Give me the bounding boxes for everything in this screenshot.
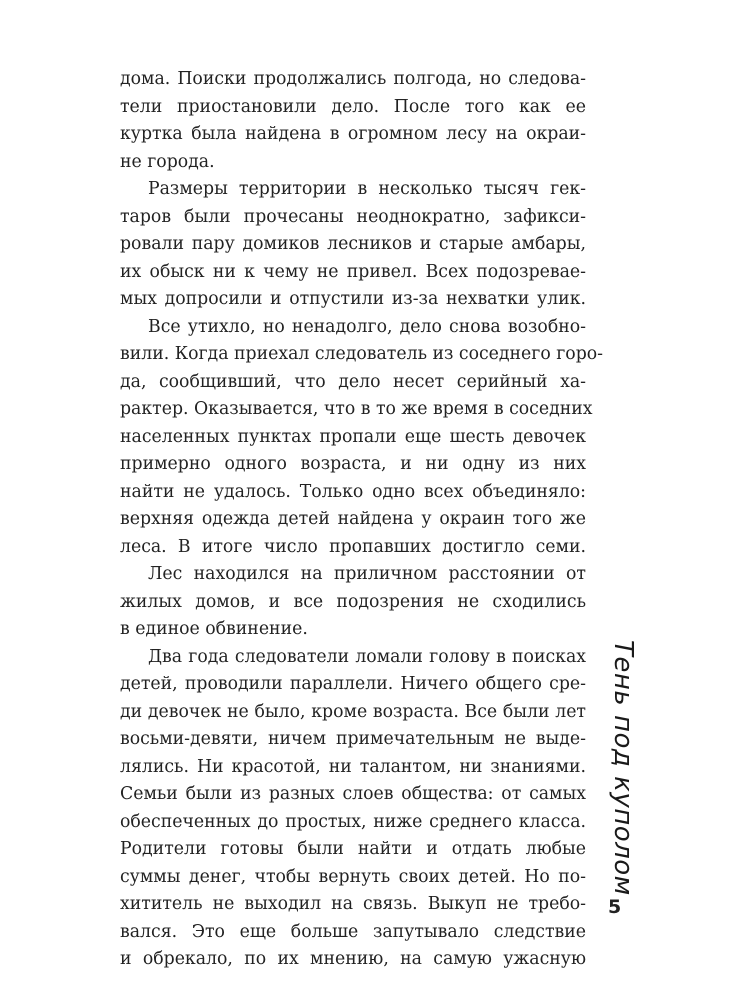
paragraph-3: [120, 314, 603, 562]
paragraph-4: [120, 561, 586, 644]
running-title: Тень под куполом: [608, 640, 638, 896]
text-line: Семьи были из разных слоев общества: от самых: [120, 784, 586, 804]
text-line: Лес находился на приличном расстоянии от: [148, 564, 586, 584]
text-line: верхняя одежда детей найдена у окраин того же: [120, 509, 586, 529]
text-line: не города.: [120, 151, 215, 172]
text-line: таров были прочесаны неоднократно, зафикси-: [120, 206, 586, 227]
text-line: восьми-девяти, ничем примечательным не выде-: [120, 729, 586, 749]
text-line: дома. Поиски продолжались полгода, но следова-: [120, 69, 586, 89]
text-line: Два года следователи ломали голову в поисках: [148, 646, 586, 667]
body-text: [120, 66, 603, 974]
text-line: Размеры территории в несколько тысяч гек-: [148, 179, 586, 199]
page-number: 5: [608, 896, 622, 918]
text-line: лялись. Ни красотой, ни талантом, ни знаниями.: [120, 756, 586, 777]
text-line: да, сообщивший, что дело несет серийный ха-: [120, 371, 586, 392]
text-line: Родители готовы были найти и отдать любые: [120, 839, 586, 859]
paragraph-2: [120, 176, 586, 314]
text-line: и обрекало, по их мнению, на самую ужасную: [120, 949, 586, 969]
text-line: найти не удалось. Только одно всех объединяло:: [120, 481, 586, 502]
text-line: куртка была найдена в огромном лесу на окраи-: [120, 124, 586, 144]
paragraph-5: [120, 644, 586, 974]
text-line: хититель не выходил на связь. Выкуп не требо-: [120, 894, 586, 914]
text-line: леса. В итоге число пропавших достигло семи.: [120, 536, 586, 557]
text-line: населенных пунктах пропали еще шесть девочек: [120, 426, 586, 447]
text-line: детей, проводили параллели. Ничего общего сре-: [120, 674, 586, 694]
text-line: жилых домов, и все подозрения не сходились: [120, 591, 586, 612]
text-line: вили. Когда приехал следователь из соседнего горо-: [120, 344, 603, 364]
paragraph-1: [120, 66, 586, 176]
text-line: тели приостановили дело. После того как ее: [120, 96, 586, 117]
text-line: ди девочек не было, кроме возраста. Все были лет: [120, 701, 586, 722]
text-line: Все утихло, но ненадолго, дело снова возобно-: [148, 316, 586, 337]
text-line: суммы денег, чтобы вернуть своих детей. Но по-: [120, 866, 586, 887]
text-line: мых допросили и отпустили из-за нехватки улик.: [120, 289, 586, 309]
text-line: вался. Это еще больше запутывало следствие: [120, 921, 586, 942]
text-line: рактер. Оказывается, что в то же время в соседних: [120, 399, 593, 419]
text-line: в единое обвинение.: [120, 619, 308, 639]
text-line: их обыск ни к чему не привел. Всех подозревае-: [120, 261, 586, 282]
text-line: обеспеченных до простых, ниже среднего класса.: [120, 811, 586, 832]
text-line: примерно одного возраста, и ни одну из них: [120, 454, 586, 474]
text-line: ровали пару домиков лесников и старые амбары,: [120, 234, 586, 254]
